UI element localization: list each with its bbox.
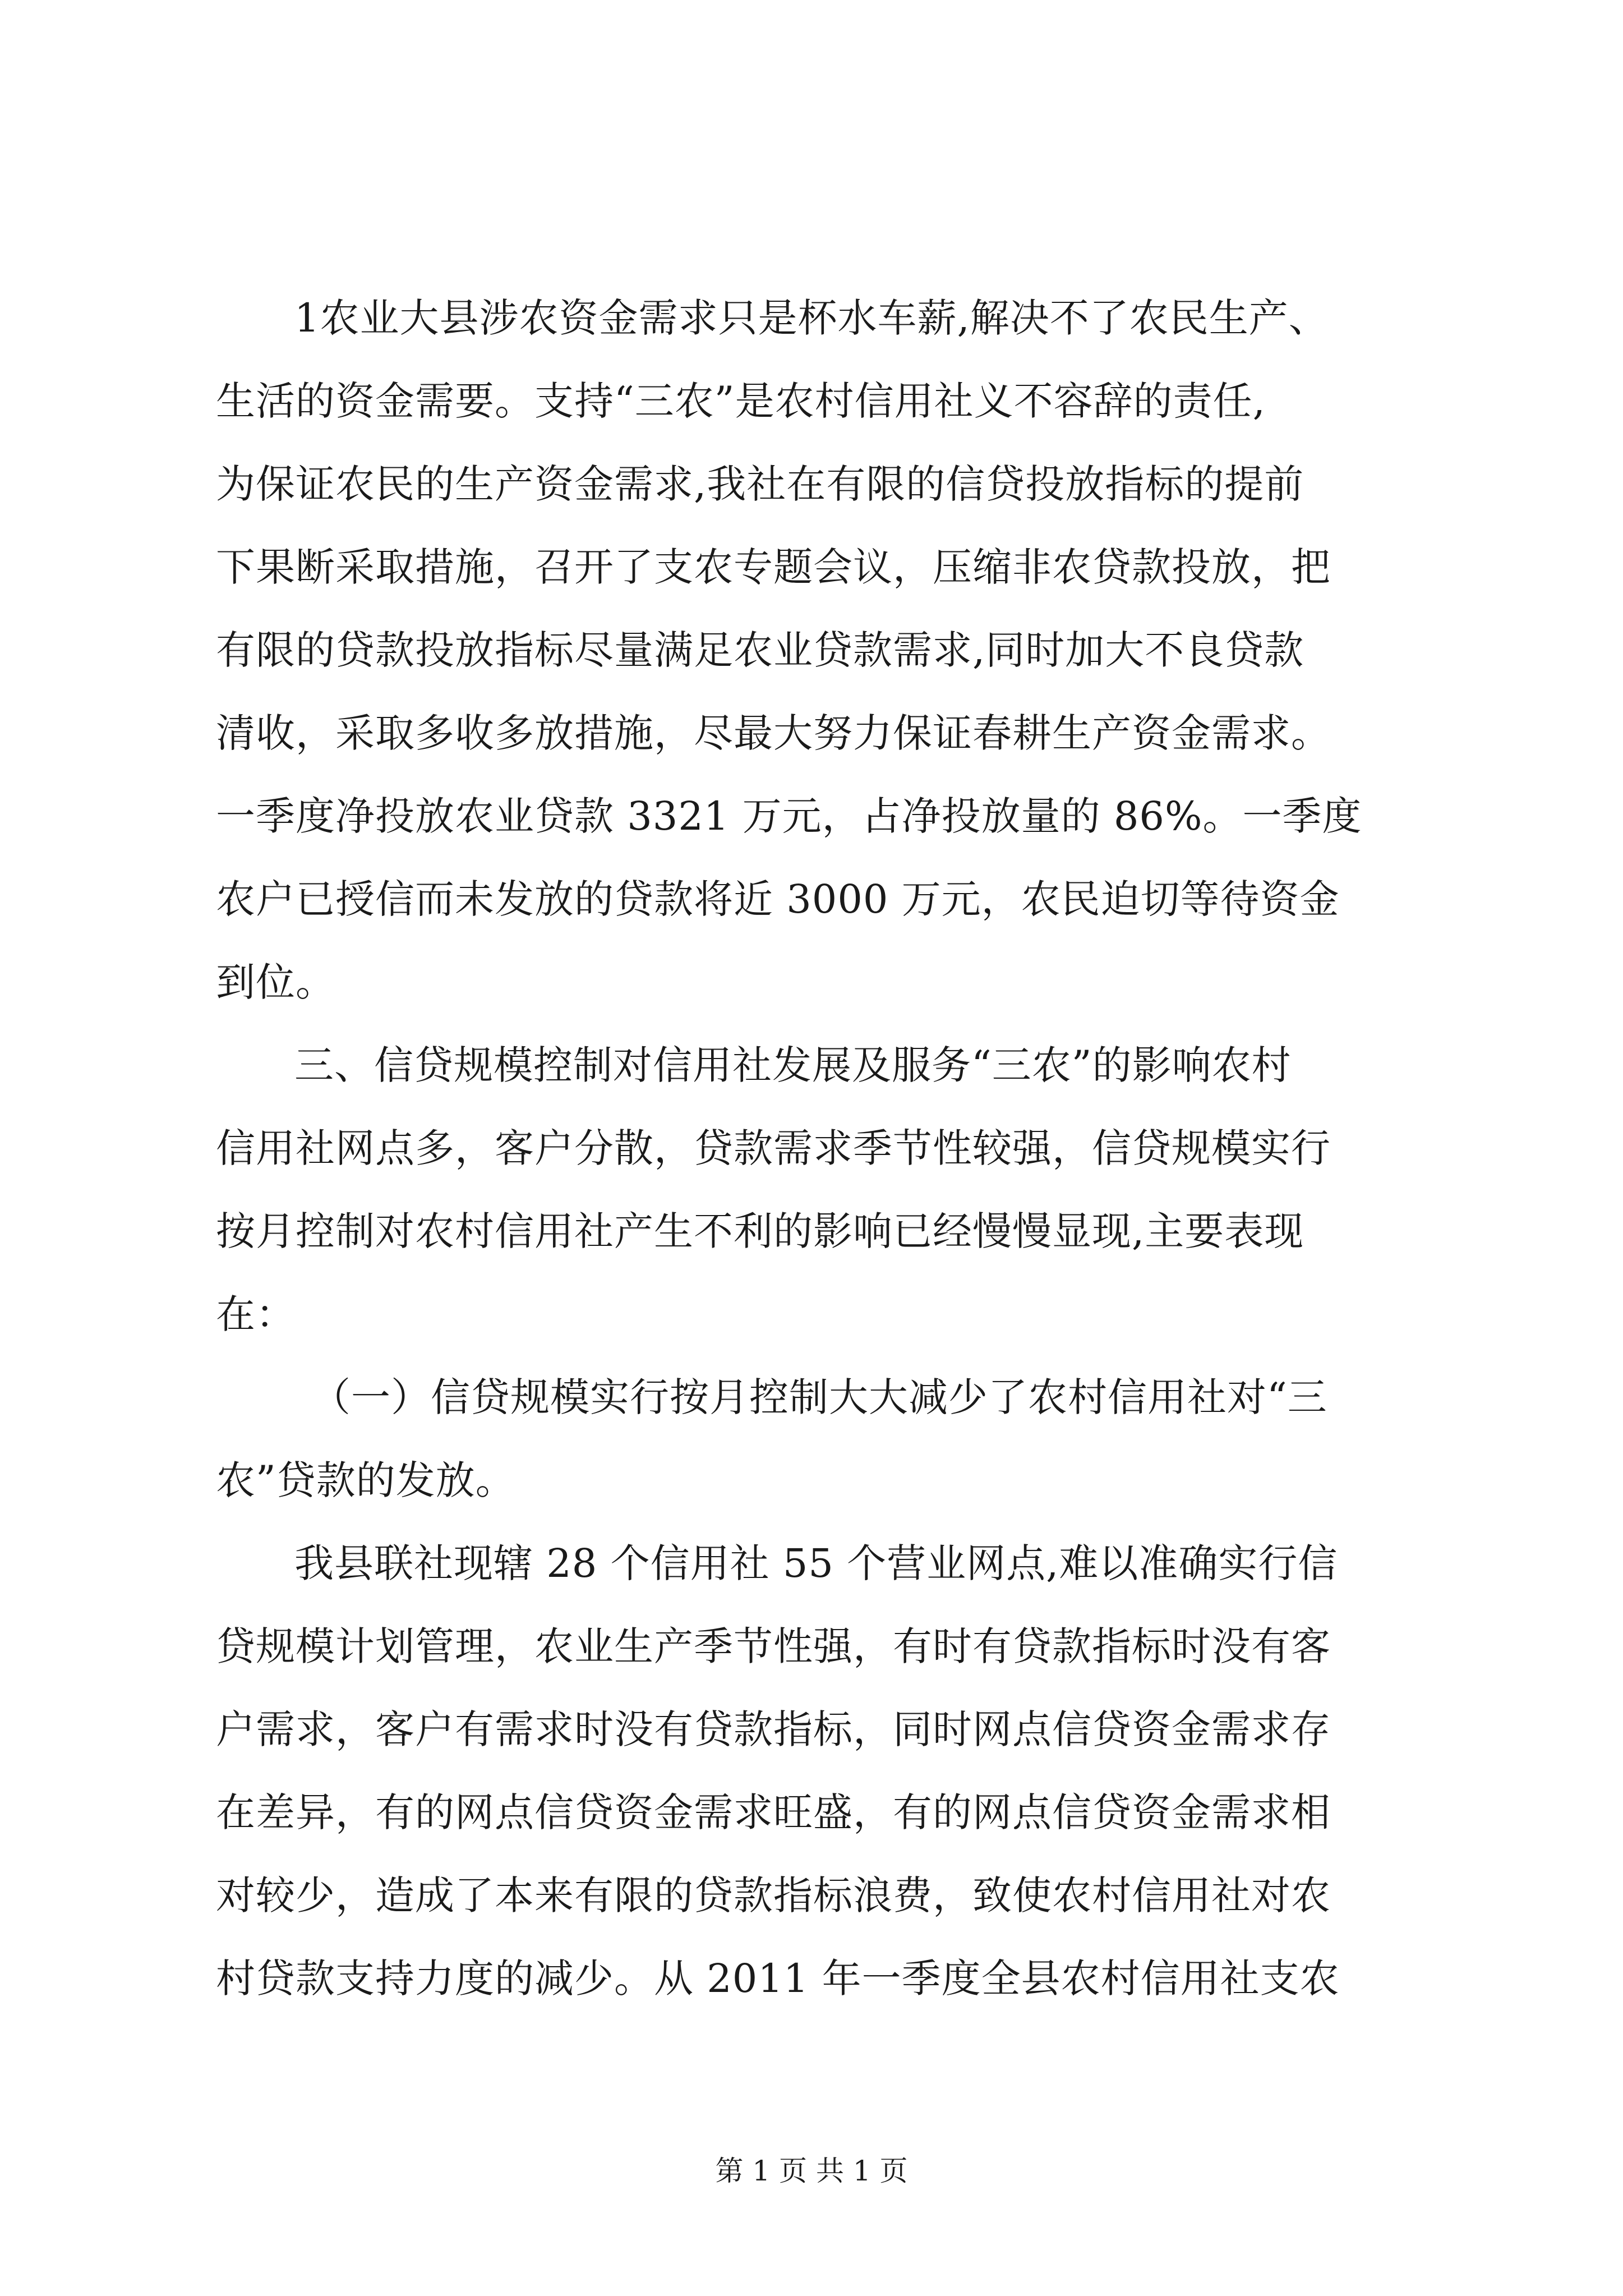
paragraph-line: 清收，采取多收多放措施，尽最大努力保证春耕生产资金需求。 — [216, 710, 1331, 756]
paragraph-line: 在差异，有的网点信贷资金需求旺盛，有的网点信贷资金需求相 — [216, 1789, 1331, 1835]
subheading-line: 农”贷款的发放。 — [216, 1457, 515, 1503]
paragraph-line: 户需求，客户有需求时没有贷款指标，同时网点信贷资金需求存 — [216, 1706, 1331, 1752]
page-footer: 第 1 页 共 1 页 — [715, 2155, 908, 2187]
paragraph-line: 贷规模计划管理，农业生产季节性强，有时有贷款指标时没有客 — [216, 1623, 1331, 1669]
paragraph-line: 我县联社现辖 28 个信用社 55 个营业网点,难以准确实行信 — [294, 1540, 1338, 1586]
paragraph-line: 生活的资金需要。支持“三农”是农村信用社义不容辞的责任, — [216, 378, 1266, 424]
paragraph-line: 在： — [216, 1291, 296, 1337]
paragraph-line: 信用社网点多，客户分散，贷款需求季节性较强，信贷规模实行 — [216, 1125, 1331, 1171]
paragraph-line: 1农业大县涉农资金需求只是杯水车薪,解决不了农民生产、 — [294, 295, 1329, 341]
paragraph-line: 为保证农民的生产资金需求,我社在有限的信贷投放指标的提前 — [216, 461, 1304, 507]
paragraph-line: 到位。 — [216, 959, 335, 1005]
paragraph-line: 有限的贷款投放指标尽量满足农业贷款需求,同时加大不良贷款 — [216, 627, 1304, 673]
paragraph-line: 农户已授信而未发放的贷款将近 3000 万元，农民迫切等待资金 — [216, 876, 1340, 922]
subheading-line: （一）信贷规模实行按月控制大大减少了农村信用社对“三 — [311, 1374, 1327, 1420]
section-heading-line: 三、信贷规模控制对信用社发展及服务“三农”的影响农村 — [294, 1042, 1292, 1088]
paragraph-line: 下果断采取措施，召开了支农专题会议，压缩非农贷款投放，把 — [216, 544, 1331, 590]
paragraph-line: 按月控制对农村信用社产生不利的影响已经慢慢显现,主要表现 — [216, 1208, 1304, 1254]
paragraph-line: 对较少，造成了本来有限的贷款指标浪费，致使农村信用社对农 — [216, 1872, 1331, 1918]
paragraph-line: 村贷款支持力度的减少。从 2011 年一季度全县农村信用社支农 — [216, 1955, 1340, 2001]
paragraph-line: 一季度净投放农业贷款 3321 万元，占净投放量的 86%。一季度 — [216, 793, 1362, 839]
